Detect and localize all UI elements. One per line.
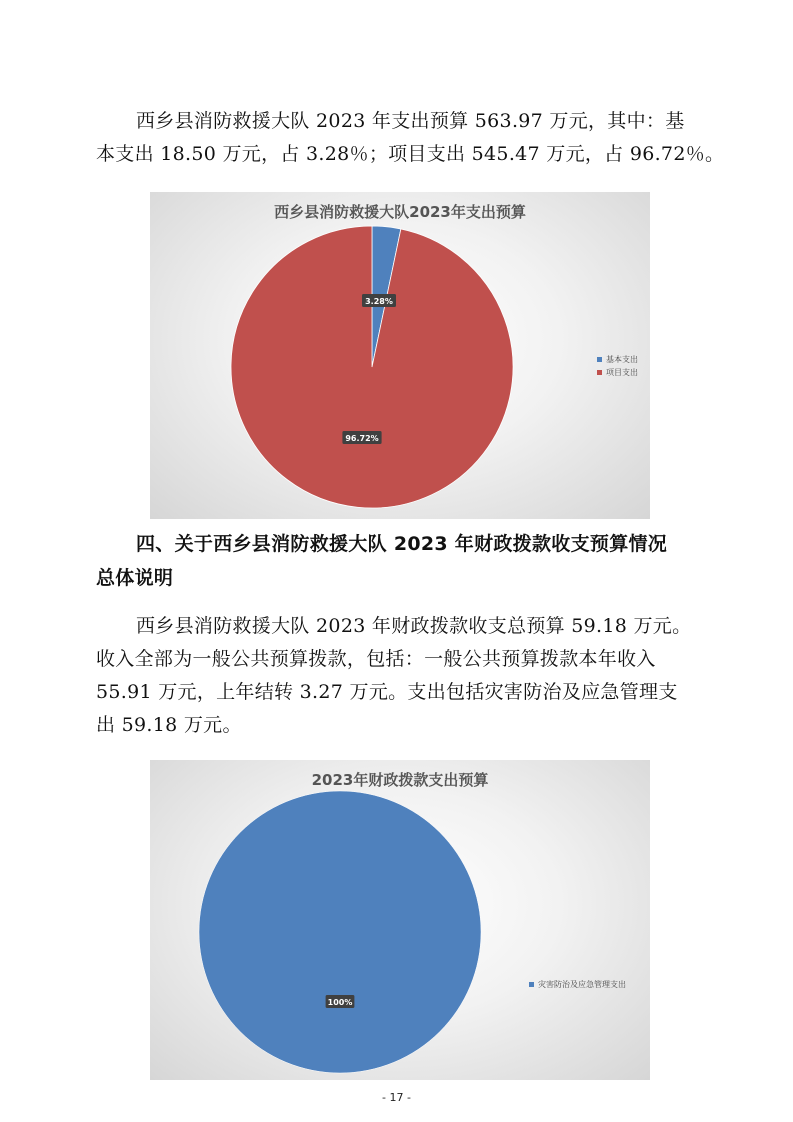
svg-text:基本支出: 基本支出 <box>606 355 638 364</box>
svg-text:100%: 100% <box>327 998 353 1007</box>
chart-title: 西乡县消防救援大队2023年支出预算 <box>274 203 526 221</box>
fiscal-pie-svg <box>150 760 650 1080</box>
section-heading-line-1: 四、关于西乡县消防救援大队 2023 年财政拨款收支预算情况 <box>136 533 668 555</box>
fiscal-line-1: 西乡县消防救援大队 2023 年财政拨款收支总预算 59.18 万元。 <box>136 615 692 637</box>
svg-text:3.28%: 3.28% <box>365 297 393 306</box>
svg-text:96.72%: 96.72% <box>345 434 379 443</box>
budget-summary-line-2: 本支出 18.50 万元，占 3.28％；项目支出 545.47 万元，占 96.72％。 <box>96 143 725 165</box>
pie-slice-1 <box>199 791 481 1073</box>
svg-text:灾害防治及应急管理支出: 灾害防治及应急管理支出 <box>538 980 626 989</box>
data-label-2 <box>342 431 381 444</box>
section-heading <box>96 527 706 595</box>
budget-summary-paragraph <box>96 105 725 171</box>
fiscal-line-3: 55.91 万元，上年结转 3.27 万元。支出包括灾害防治及应急管理支 <box>96 681 678 703</box>
legend-item-1 <box>529 979 626 989</box>
page-number: - 17 - <box>382 1091 411 1104</box>
fiscal-pie-chart <box>150 760 650 1080</box>
chart-title: 2023年财政拨款支出预算 <box>311 771 489 789</box>
expenditure-pie-svg <box>150 192 650 519</box>
svg-text:项目支出: 项目支出 <box>606 368 638 377</box>
pie-slice-2 <box>231 226 513 508</box>
legend-item-2 <box>597 367 638 377</box>
expenditure-pie-chart <box>150 192 650 519</box>
fiscal-line-2: 收入全部为一般公共预算拨款，包括：一般公共预算拨款本年收入 <box>96 648 656 670</box>
data-label-1 <box>326 995 355 1008</box>
section-heading-line-2: 总体说明 <box>96 567 174 589</box>
legend-item-1 <box>597 354 638 364</box>
budget-summary-line-1: 西乡县消防救援大队 2023 年支出预算 563.97 万元，其中：基 <box>136 110 685 132</box>
data-label-1 <box>362 294 396 307</box>
fiscal-allocation-paragraph <box>96 610 700 742</box>
fiscal-line-4: 出 59.18 万元。 <box>96 714 242 736</box>
